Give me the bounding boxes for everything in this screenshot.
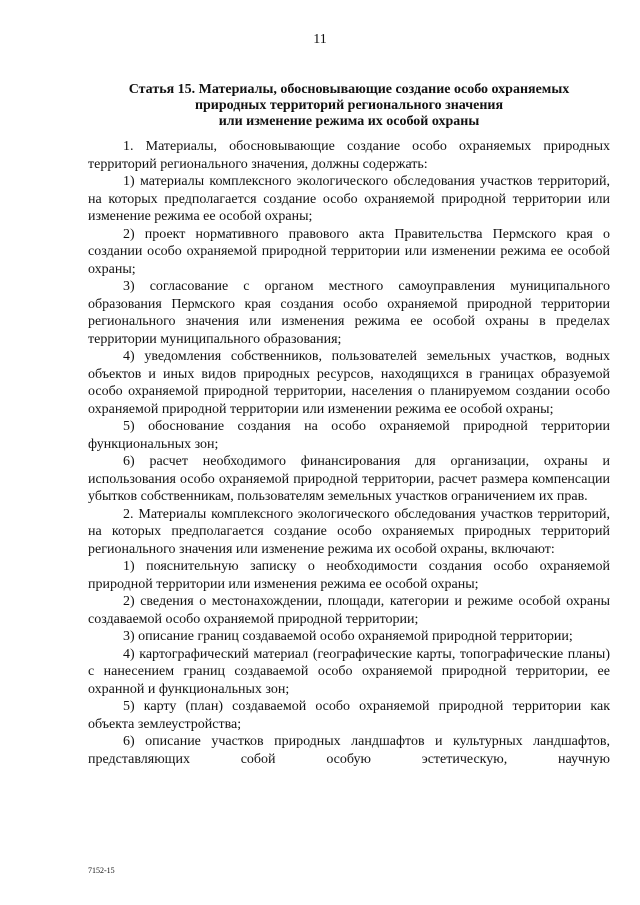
document-code: 7152-15 bbox=[88, 866, 115, 875]
article-title-line: или изменение режима их особой охраны bbox=[218, 114, 480, 129]
article-title-line: природных территорий регионального значения bbox=[194, 98, 504, 113]
paragraph: 2. Материалы комплексного экологического обследования участков территорий, на которых предполагается создание особо охраняемых природных территорий регионального значения или изменение режима их особой охраны, включают: bbox=[88, 506, 610, 557]
paragraph: 3) согласование с органом местного самоуправления муниципального образования Пермского края создания особо охраняемой природной территории регионального значения или изменения режима ее особой охраны в пределах территории муниципального образования; bbox=[88, 279, 610, 347]
paragraph: 2) сведения о местонахождении, площади, категории и режиме особой охраны создаваемой особо охраняемой природной территории; bbox=[88, 594, 610, 627]
paragraph: 6) описание участков природных ландшафтов и культурных ландшафтов, представляющих собой особую эстетическую, научную bbox=[88, 734, 610, 767]
paragraph: 6) расчет необходимого финансирования для организации, охраны и использования особо охраняемой природной территории, расчет размера компенсации убытков собственникам, пользователям земельных участков ограничением их прав. bbox=[88, 454, 610, 504]
paragraph: 1) материалы комплексного экологического обследования участков территорий, на которых предполагается создание особо охраняемой природной территории или изменение режима ее особой охраны; bbox=[88, 174, 610, 224]
paragraph: 4) картографический материал (географические карты, топографические планы) с нанесением границ создаваемой особо охраняемой природной территории, ее охранной и функциональных зон; bbox=[88, 646, 610, 697]
paragraph: 5) карту (план) создаваемой особо охраняемой природной территории как объекта землеустройства; bbox=[88, 699, 610, 732]
paragraph: 4) уведомления собственников, пользователей земельных участков, водных объектов и иных видов природных ресурсов, находящихся в границах образуемой особо охраняемой природной территории, населения о планируемом создании особо охраняемой природной территории или изменении режима ее особой охраны; bbox=[88, 349, 610, 417]
paragraph: 2) проект нормативного правового акта Правительства Пермского края о создании особо охраняемой природной территории или изменении режима ее особой охраны; bbox=[88, 226, 610, 277]
paragraph: 3) описание границ создаваемой особо охраняемой природной территории; bbox=[123, 629, 573, 644]
paragraph: 1) пояснительную записку о необходимости создания особо охраняемой природной территории или изменения режима ее особой охраны; bbox=[88, 559, 610, 592]
article-title-line: Статья 15. Материалы, обосновывающие создание особо охраняемых bbox=[128, 82, 570, 97]
paragraph: 1. Материалы, обосновывающие создание особо охраняемых природных территорий регионального значения, должны содержать: bbox=[88, 139, 610, 172]
page-number: 11 bbox=[313, 32, 327, 47]
paragraph: 5) обоснование создания на особо охраняемой природной территории функциональных зон; bbox=[88, 419, 610, 452]
article-title bbox=[88, 82, 610, 130]
article-body bbox=[88, 138, 610, 768]
